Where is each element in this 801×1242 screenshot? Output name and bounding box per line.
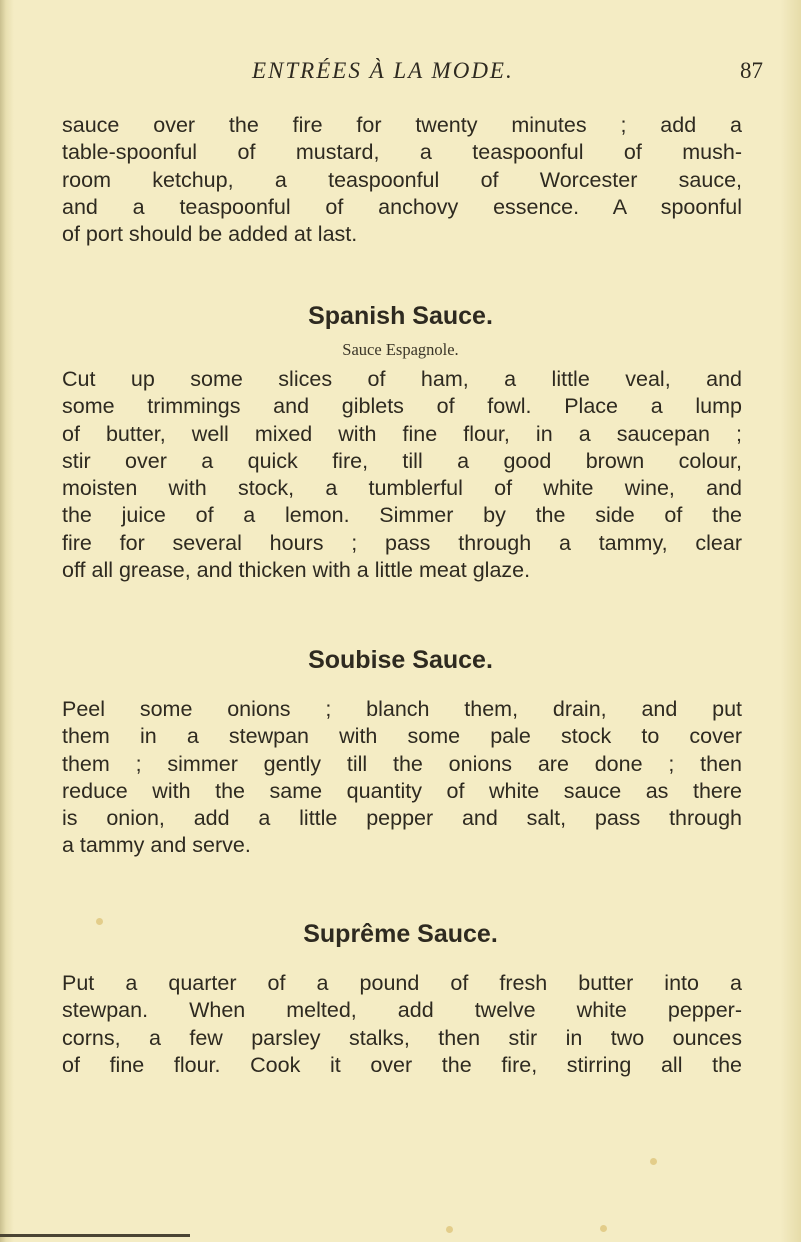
text-line: of butter, well mixed with fine flour, in a saucepan ;: [62, 421, 742, 446]
paper-speck: [650, 1158, 657, 1165]
page-number: 87: [740, 58, 763, 83]
text-line: fire for several hours ; pass through a tammy, clear: [62, 530, 742, 555]
text-line: Cut up some slices of ham, a little veal, and: [62, 367, 742, 391]
text-line: a tammy and serve.: [62, 833, 251, 858]
bottom-edge-rule: [0, 1234, 190, 1237]
text-line: them ; simmer gently till the onions are done ; then: [62, 751, 742, 776]
text-line: off all grease, and thicken with a little meat glaze.: [62, 558, 531, 583]
text-line: Put a quarter of a pound of fresh butter into a: [62, 971, 742, 995]
spanish-sauce-paragraph: [62, 366, 742, 584]
text-line: and a teaspoonful of anchovy essence. A spoonful: [62, 194, 742, 219]
paper-speck: [96, 918, 103, 925]
section-heading-soubise-sauce: Soubise Sauce.: [308, 646, 493, 674]
text-line: stir over a quick fire, till a good brown colour,: [62, 448, 742, 473]
text-line: the juice of a lemon. Simmer by the side of the: [62, 503, 742, 528]
text-line: room ketchup, a teaspoonful of Worcester sauce,: [62, 167, 742, 192]
text-line: stewpan. When melted, add twelve white pepper-: [62, 998, 742, 1023]
intro-paragraph: [62, 112, 742, 248]
paper-speck: [446, 1226, 453, 1233]
section-subheading-sauce-espagnole: Sauce Espagnole.: [342, 340, 459, 359]
text-line: table-spoonful of mustard, a teaspoonful of mush-: [62, 140, 742, 165]
section-heading-spanish-sauce: Spanish Sauce.: [308, 302, 493, 330]
section-heading-supreme-sauce: Suprême Sauce.: [303, 920, 498, 948]
text-line: some trimmings and giblets of fowl. Place a lump: [62, 394, 742, 419]
text-line: sauce over the fire for twenty minutes ; add a: [62, 113, 742, 137]
text-line: moisten with stock, a tumblerful of white wine, and: [62, 476, 742, 501]
supreme-sauce-paragraph: [62, 970, 742, 1079]
text-line: Peel some onions ; blanch them, drain, and put: [62, 697, 742, 721]
text-line: corns, a few parsley stalks, then stir in two ounces: [62, 1025, 742, 1050]
text-line: of port should be added at last.: [62, 222, 358, 247]
text-line: is onion, add a little pepper and salt, pass through: [62, 806, 742, 831]
running-title: ENTRÉES À LA MODE.: [252, 58, 514, 83]
soubise-sauce-paragraph: [62, 696, 742, 860]
paper-speck: [600, 1225, 607, 1232]
running-head: [0, 58, 801, 94]
text-line: them in a stewpan with some pale stock to cover: [62, 724, 742, 749]
text-line: reduce with the same quantity of white sauce as there: [62, 778, 742, 803]
text-line: of fine flour. Cook it over the fire, stirring all the: [62, 1052, 742, 1077]
